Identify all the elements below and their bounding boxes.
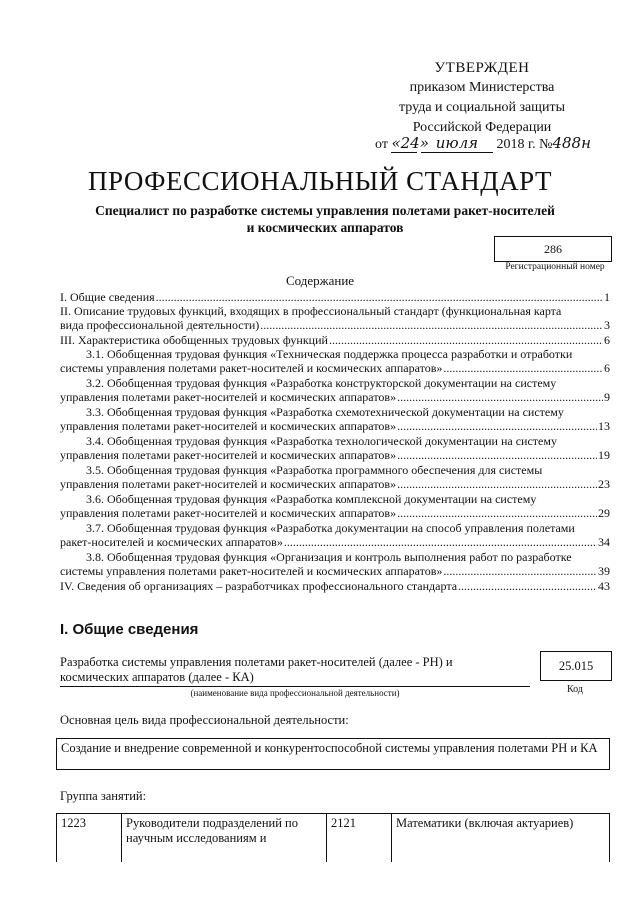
goal-label: Основная цель вида профессиональной деятельности: [60,713,349,727]
toc-entry-text: управления полетами ракет-носителей и космических аппаратов» [60,419,397,433]
approval-line: Российской Федерации [412,120,552,135]
toc-leader [397,390,603,404]
toc-entry-text: управления полетами ракет-носителей и космических аппаратов» [60,506,397,520]
activity-name-line: космических аппаратов (далее - КА) [60,670,254,684]
toc-leader [443,564,597,578]
toc-entry[interactable] [60,304,610,332]
toc-leader [397,448,597,462]
toc-entry-text: 3.1. Обобщенная трудовая функция «Техническая поддержка процесса разработки и отработки [86,347,573,361]
order-prefix: от [375,137,388,152]
toc-heading: Содержание [285,273,355,288]
toc-entry-text: 3.2. Обобщенная трудовая функция «Разработка конструкторской документации на систему [86,376,557,390]
activity-code-label: Код [567,684,583,695]
toc-leader [443,361,603,375]
toc-subentry[interactable] [60,376,610,404]
occupation-code: 1223 [57,814,122,863]
toc-entry-text: 3.3. Обобщенная трудовая функция «Разработка схемотехнической документации на систему [86,405,564,419]
occupation-code: 2121 [327,814,392,863]
toc-leader [329,333,603,347]
toc-entry-text: 3.6. Обобщенная трудовая функция «Разработка комплексной документации на систему [86,492,537,506]
toc-subentry[interactable] [60,521,610,549]
toc-entry-text: 3.7. Обобщенная трудовая функция «Разработка документации на способ управления полетами [86,521,575,535]
toc-page: 13 [598,419,610,433]
toc-page: 39 [598,564,610,578]
toc-entry-text: управления полетами ракет-носителей и космических аппаратов» [60,448,397,462]
toc-subentry[interactable] [60,347,610,375]
toc-leader [397,477,597,491]
order-year: 2018 г. [496,137,536,152]
toc-subentry[interactable] [60,492,610,520]
toc-page: 6 [604,361,610,375]
toc-leader [156,290,603,304]
activity-name-line: Разработка системы управления полетами ракет-носителей (далее - РН) и [60,655,453,669]
table-row [57,814,610,863]
toc-entry-text: системы управления полетами ракет-носителей и космических аппаратов» [60,564,443,578]
toc-entry[interactable] [60,290,610,304]
toc-entry-text: управления полетами ракет-носителей и космических аппаратов» [60,477,397,491]
toc-page: 34 [598,535,610,549]
registration-number-label: Регистрационный номер [505,262,605,272]
toc-entry-text: IV. Сведения об организациях – разработчиках профессионального стандарта [60,579,458,593]
toc-leader [260,318,603,332]
occupation-group-label: Группа занятий: [60,789,147,803]
registration-number-box: 286 [494,236,612,262]
order-number: 488н [552,134,591,152]
table-of-contents [60,290,610,593]
subtitle-line: и космических аппаратов [246,220,404,235]
order-day: «24» [391,134,429,152]
toc-entry-text: ракет-носителей и космических аппаратов» [60,535,283,549]
toc-subentry[interactable] [60,405,610,433]
toc-page: 43 [598,579,610,593]
approval-block [372,58,592,138]
toc-entry[interactable] [60,579,610,593]
toc-entry-text: вида профессиональной деятельности) [60,318,260,332]
approval-title: УТВЕРЖДЕН [434,60,530,76]
order-month: июля [421,134,493,153]
subtitle-line: Специалист по разработке системы управления полетами ракет-носителей [95,203,555,218]
toc-entry-text: I. Общие сведения [60,290,155,304]
toc-page: 6 [604,333,610,347]
order-no-sign: № [539,137,553,152]
activity-code-box: 25.015 [540,651,612,681]
toc-entry-text: 3.8. Обобщенная трудовая функция «Организация и контроль выполнения работ по разработке [86,550,572,564]
toc-page: 19 [598,448,610,462]
toc-leader [397,506,597,520]
toc-entry-text: системы управления полетами ракет-носителей и космических аппаратов» [60,361,443,375]
toc-page: 1 [604,290,610,304]
approval-line: труда и социальной защиты [399,100,565,115]
toc-leader [458,579,597,593]
toc-page: 9 [604,390,610,404]
toc-entry-text: 3.5. Обобщенная трудовая функция «Разработка программного обеспечения для системы [86,463,543,477]
toc-leader [284,535,597,549]
approval-line: приказом Министерства [409,80,555,95]
toc-entry-text: управления полетами ракет-носителей и космических аппаратов» [60,390,397,404]
section-heading: I. Общие сведения [60,621,199,638]
toc-entry-text: 3.4. Обобщенная трудовая функция «Разработка технологической документации на систему [86,434,557,448]
toc-leader [397,419,597,433]
toc-entry-text: III. Характеристика обобщенных трудовых функций [60,333,328,347]
toc-page: 29 [598,506,610,520]
occupation-table [56,813,610,862]
toc-page: 23 [598,477,610,491]
toc-page: 3 [604,318,610,332]
toc-subentry[interactable] [60,434,610,462]
toc-subentry[interactable] [60,550,610,578]
toc-entry[interactable] [60,333,610,347]
goal-box: Создание и внедрение современной и конкурентоспособной системы управления полетами РН и КА [56,738,610,770]
order-line [375,134,591,153]
document-title: ПРОФЕССИОНАЛЬНЫЙ СТАНДАРТ [87,166,553,196]
occupation-name: Руководители подразделений по научным исследованиям и [122,814,327,863]
activity-underline [60,686,530,687]
document-subtitle [60,202,590,236]
toc-subentry[interactable] [60,463,610,491]
occupation-name: Математики (включая актуариев) [392,814,610,863]
activity-name [60,655,530,685]
toc-entry-text: II. Описание трудовых функций, входящих в профессиональный стандарт (функциональная карта [60,304,562,318]
activity-caption: (наименование вида профессиональной деятельности) [190,688,400,698]
